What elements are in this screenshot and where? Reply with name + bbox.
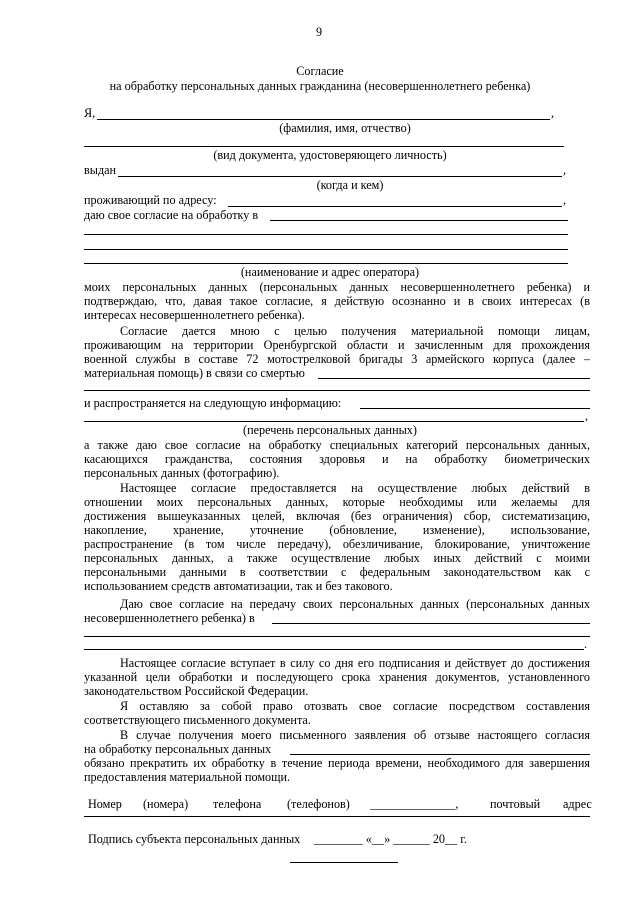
issued-label: выдан	[84, 163, 117, 177]
para1-line1: моих персональных данных (персональных данных несовершеннолетнего ребенка) и	[84, 280, 590, 294]
document-subtitle: на обработку персональных данных гражданина (несовершеннолетнего ребенка)	[109, 79, 531, 93]
info-comma: ,	[585, 409, 589, 423]
signature-date[interactable]: ________ «__» ______ 20__ г.	[314, 832, 467, 846]
para3-line3: персональных данных (фотографию).	[84, 466, 280, 480]
phone-word-4: (телефонов)	[287, 797, 350, 811]
fio-field[interactable]	[97, 119, 550, 120]
para3-line2: касающихся гражданства, состояния здоровья и на обработку биометрических	[84, 452, 590, 466]
transfer-period: .	[584, 637, 588, 651]
signature-label: Подпись субъекта персональных данных	[88, 832, 301, 846]
signature-line[interactable]	[290, 862, 398, 863]
extends-to-label: и распространяется на следующую информацию:	[84, 396, 342, 410]
para3-line1: а также даю свое согласие на обработку специальных категорий персональных данных,	[84, 438, 590, 452]
address-field[interactable]	[228, 206, 562, 207]
address-comma: ,	[563, 193, 567, 207]
para4-line4: накопление, хранение, уточнение (обновление, изменение), использование,	[84, 523, 590, 537]
death-field[interactable]	[318, 378, 590, 379]
para4-line7: персональными данными в соответствии с федеральным законодательством как с	[84, 565, 590, 579]
postal-address-field[interactable]	[84, 816, 590, 817]
postal-word-2: адрес	[563, 797, 592, 811]
transfer-field[interactable]	[272, 623, 590, 624]
para8-line1: В случае получения моего письменного заявления об отзыве настоящего согласия	[120, 728, 590, 742]
info-field-2[interactable]	[84, 421, 584, 422]
issued-comma: ,	[563, 163, 567, 177]
para2-line2: проживающим на территории Оренбургской области и зачисленным для прохождения	[84, 338, 590, 352]
para7-line2: соответствующего письменного документа.	[84, 713, 311, 727]
comma: ,	[551, 106, 555, 120]
para6-line3: законодательством Российской Федерации.	[84, 684, 309, 698]
death-field-2[interactable]	[84, 390, 590, 391]
para6-line1: Настоящее согласие вступает в силу со дня его подписания и действует до достижения	[120, 656, 590, 670]
para2-line1: Согласие дается мною с целью получения материальной помощи лицам,	[120, 324, 590, 338]
para1-line2: подтверждаю, что, давая такое согласие, я действую осознанно и в своих интересах (в	[84, 294, 590, 308]
para5-line2: несовершеннолетнего ребенка) в	[84, 611, 255, 625]
ya-label: Я,	[84, 106, 96, 120]
para4-line5: распространение (в том числе передачу), обезличивание, блокирование, уничтожение	[84, 537, 590, 551]
para1-line3: интересах несовершеннолетнего ребенка).	[84, 308, 305, 322]
operator-field-2[interactable]	[84, 234, 568, 235]
para5-line1: Даю свое согласие на передачу своих персональных данных (персональных данных	[120, 597, 590, 611]
para8-line3: обязано прекратить их обработку в течение периода времени, необходимого для завершения	[84, 756, 590, 770]
issued-field[interactable]	[118, 176, 562, 177]
transfer-field-2[interactable]	[84, 636, 590, 637]
para4-line6: персональных данных, а также осуществление любых иных действий с моими	[84, 551, 590, 565]
document-title: Согласие	[296, 64, 344, 78]
phone-word-3: телефона	[213, 797, 262, 811]
para4-line1: Настоящее согласие предоставляется на осуществление любых действий в	[120, 481, 590, 495]
para2-line4: материальная помощь) в связи со смертью	[84, 366, 305, 380]
para8-line4: предоставления материальной помощи.	[84, 770, 291, 784]
para6-line2: указанной цели обработки и последующего срока хранения документов, установленного	[84, 670, 590, 684]
info-field[interactable]	[360, 408, 590, 409]
para8-line2: на обработку персональных данных	[84, 742, 272, 756]
postal-word-1: почтовый	[490, 797, 541, 811]
operator-name-field[interactable]	[290, 754, 590, 755]
document-caption: (вид документа, удостоверяющего личность)	[213, 148, 447, 162]
phone-field[interactable]: ______________,	[370, 797, 459, 811]
para7-line1: Я оставляю за собой право отозвать свое согласие посредством составления	[120, 699, 590, 713]
residing-label: проживающий по адресу:	[84, 193, 217, 207]
list-caption: (перечень персональных данных)	[243, 423, 417, 437]
operator-field-3[interactable]	[84, 249, 568, 250]
transfer-field-3[interactable]	[84, 649, 584, 650]
phone-word-2: (номера)	[143, 797, 189, 811]
operator-field-4[interactable]	[84, 263, 568, 264]
issued-caption: (когда и кем)	[316, 178, 384, 192]
phone-word-1: Номер	[88, 797, 122, 811]
fio-caption: (фамилия, имя, отчество)	[279, 121, 411, 135]
document-field[interactable]	[84, 146, 564, 147]
para4-line8: использованием средств автоматизации, так и без такового.	[84, 579, 393, 593]
page-number: 9	[316, 25, 323, 39]
operator-field-1[interactable]	[270, 220, 568, 221]
para4-line2: отношении моих персональных данных, которые необходимы или желаемы для	[84, 495, 590, 509]
para2-line3: военной службы в составе 72 мотострелковой бригады 3 армейского корпуса (далее –	[84, 352, 590, 366]
consent-to-label: даю свое согласие на обработку в	[84, 208, 259, 222]
para4-line3: достижения вышеуказанных целей, включая (без ограничения) сбор, систематизацию,	[84, 509, 590, 523]
operator-caption: (наименование и адрес оператора)	[240, 265, 420, 279]
